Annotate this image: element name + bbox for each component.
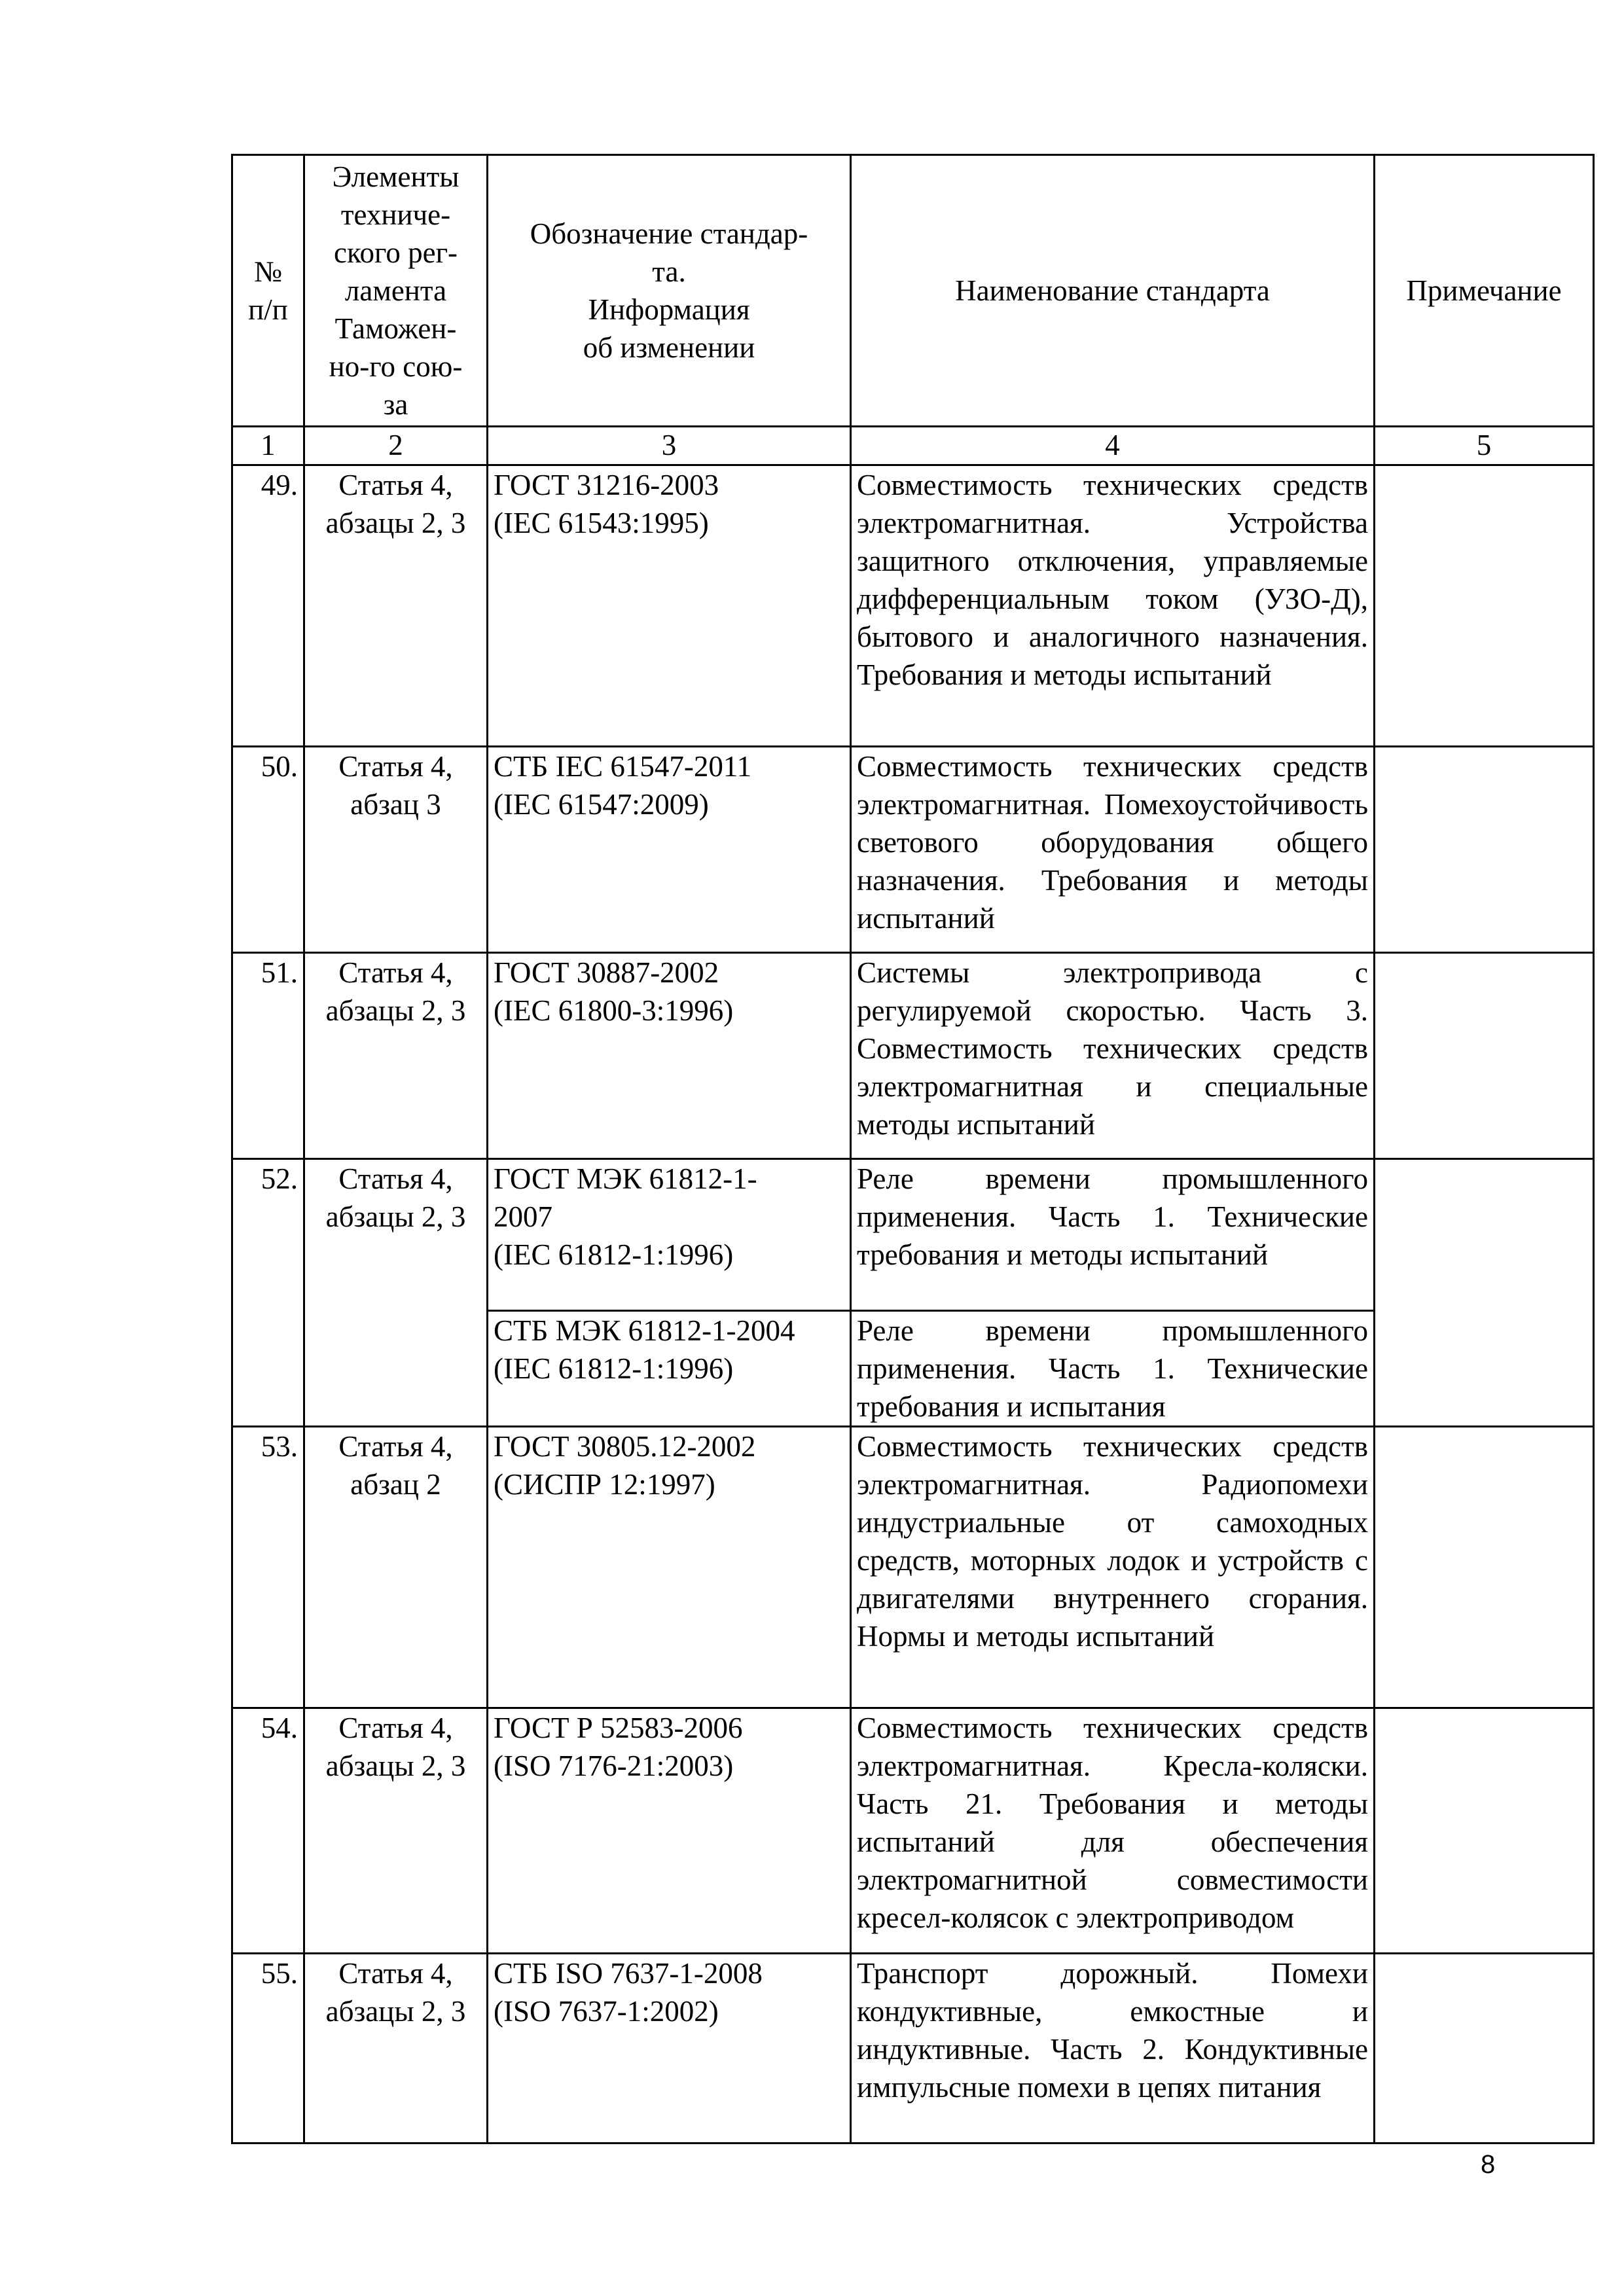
row-standard-name: Совместимость технических средств электромагнитная. Помехоустойчивость светового оборудования общего назначения. Требования и методы испытаний <box>851 747 1375 953</box>
col-number: 3 <box>488 427 851 465</box>
header-num: № п/п <box>232 155 304 427</box>
standards-table <box>231 154 1595 2144</box>
row-element: Статья 4, абзацы 2, 3 <box>304 1954 488 2144</box>
row-standard: ГОСТ 30887-2002 (IEC 61800-3:1996) <box>488 953 851 1159</box>
table-row <box>232 1708 1594 1954</box>
row-num: 55. <box>232 1954 304 2144</box>
row-num: 50. <box>232 747 304 953</box>
row-note <box>1375 1427 1594 1708</box>
row-standard: СТБ IEC 61547-2011 (IEC 61547:2009) <box>488 747 851 953</box>
page-number: 8 <box>1481 2150 1496 2179</box>
header-note: Примечание <box>1375 155 1594 427</box>
table-row <box>232 953 1594 1159</box>
column-number-row <box>232 427 1594 465</box>
row-element: Статья 4, абзацы 2, 3 <box>304 465 488 747</box>
header-row <box>232 155 1594 427</box>
row-num: 53. <box>232 1427 304 1708</box>
row-standard: СТБ МЭК 61812-1-2004 (IEC 61812-1:1996) <box>488 1311 851 1427</box>
table-row <box>232 1159 1594 1311</box>
col-number: 1 <box>232 427 304 465</box>
row-standard-name: Реле времени промышленного применения. Часть 1. Технические требования и испытания <box>851 1311 1375 1427</box>
row-element: Статья 4, абзацы 2, 3 <box>304 1159 488 1427</box>
row-element: Статья 4, абзац 2 <box>304 1427 488 1708</box>
row-standard: ГОСТ МЭК 61812-1- 2007 (IEC 61812-1:1996) <box>488 1159 851 1311</box>
header-name: Наименование стандарта <box>851 155 1375 427</box>
col-number: 5 <box>1375 427 1594 465</box>
row-standard-name: Совместимость технических средств электромагнитная. Кресла-коляски. Часть 21. Требования и методы испытаний для обеспечения электромагнитной совместимости кресел-колясок с электроприводом <box>851 1708 1375 1954</box>
row-num: 51. <box>232 953 304 1159</box>
row-note <box>1375 1159 1594 1427</box>
row-standard: СТБ ISO 7637-1-2008 (ISO 7637-1:2002) <box>488 1954 851 2144</box>
row-standard: ГОСТ 31216-2003 (IEC 61543:1995) <box>488 465 851 747</box>
table-row <box>232 1427 1594 1708</box>
row-element: Статья 4, абзац 3 <box>304 747 488 953</box>
row-standard-name: Системы электропривода с регулируемой скоростью. Часть 3. Совместимость технических средств электромагнитная и специальные методы испытаний <box>851 953 1375 1159</box>
table-row <box>232 465 1594 747</box>
header-standard: Обозначение стандар- та. Информация об изменении <box>488 155 851 427</box>
row-standard-name: Совместимость технических средств электромагнитная. Устройства защитного отключения, управляемые дифференциальным током (УЗО-Д), бытового и аналогичного назначения. Требования и методы испытаний <box>851 465 1375 747</box>
row-note <box>1375 465 1594 747</box>
row-num: 54. <box>232 1708 304 1954</box>
table-row <box>232 747 1594 953</box>
col-number: 2 <box>304 427 488 465</box>
row-note <box>1375 747 1594 953</box>
table-row <box>232 1954 1594 2144</box>
row-standard: ГОСТ 30805.12-2002 (СИСПР 12:1997) <box>488 1427 851 1708</box>
row-element: Статья 4, абзацы 2, 3 <box>304 953 488 1159</box>
row-num: 49. <box>232 465 304 747</box>
row-num: 52. <box>232 1159 304 1427</box>
row-standard: ГОСТ Р 52583-2006 (ISO 7176-21:2003) <box>488 1708 851 1954</box>
row-standard-name: Реле времени промышленного применения. Часть 1. Технические требования и методы испытаний <box>851 1159 1375 1311</box>
row-standard-name: Совместимость технических средств электромагнитная. Радиопомехи индустриальные от самоходных средств, моторных лодок и устройств с двигателями внутреннего сгорания. Нормы и методы испытаний <box>851 1427 1375 1708</box>
row-standard-name: Транспорт дорожный. Помехи кондуктивные, емкостные и индуктивные. Часть 2. Кондуктивные импульсные помехи в цепях питания <box>851 1954 1375 2144</box>
header-element: Элементы техниче- ского рег- ламента Таможен- но-го сою- за <box>304 155 488 427</box>
row-note <box>1375 953 1594 1159</box>
row-note <box>1375 1708 1594 1954</box>
col-number: 4 <box>851 427 1375 465</box>
row-element: Статья 4, абзацы 2, 3 <box>304 1708 488 1954</box>
row-note <box>1375 1954 1594 2144</box>
